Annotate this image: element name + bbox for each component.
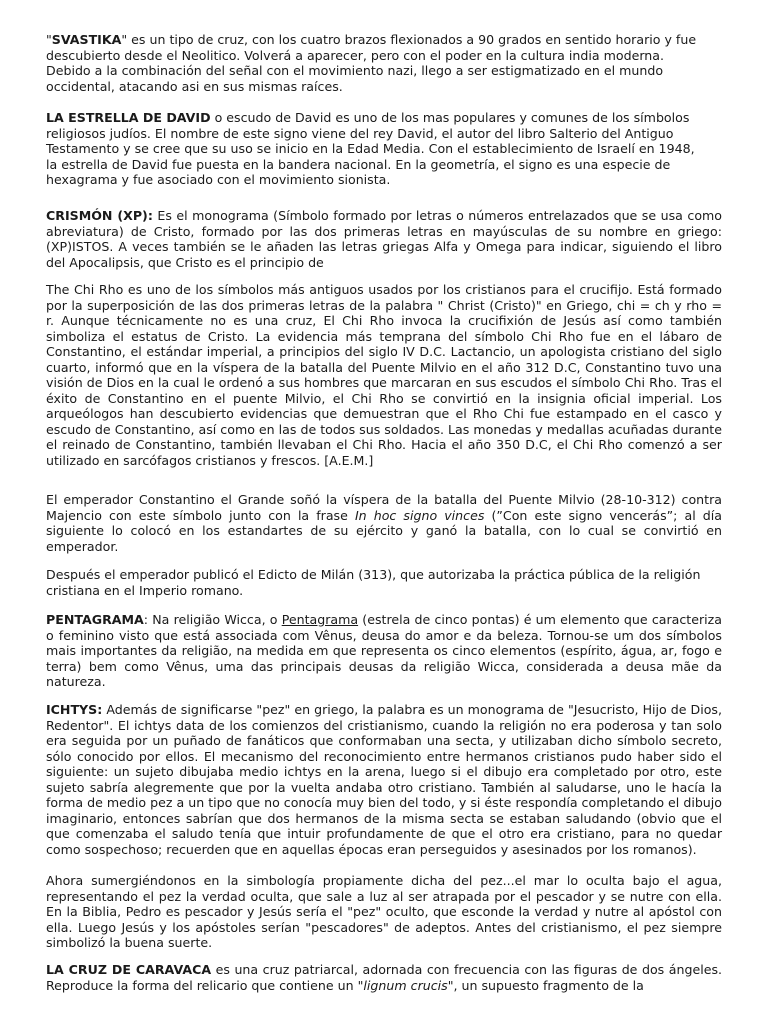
edicto-line-2: cristiana en el Imperio romano. [46, 582, 244, 598]
estrella-line-3: Testamento y se cree que su uso se inicio en la Edad Media. Con el establecimiento de Israelí en 1948, [46, 141, 695, 156]
caravaca-text-before: es una cruz patriarcal, adornada con frecuencia con las figuras de dos ángeles. Reproduce la forma del relicario que contiene un " [46, 962, 723, 993]
ichtys-text: Además de significarse "pez" en griego, la palabra es un monograma de "Jesucristo, Hijo de Dios, Redentor". El ichtys data de los comienzos del cristianismo, cuando la religión no era poderosa y tan solo era seguida por un puñado de fanáticos que conformaban una secta, y utilizaban dicho símbolo secreto, sólo conocido por ellos. El mecanismo del reconocimiento entre hermanos cristianos pudo haber sido el siguiente: un sujeto dibujaba medio ichtys en la arena, luego si el dibujo era completado por otro, este sujeto sabría alegremente que por la vuelta andaba otro cristiano. También al saludarse, uno le hacía la forma de medio pez a un tipo que no conocía muy bien del todo, y si éste respondía completando el dibujo imaginario, entonces sabrían que dos hermanos de la misma secta se estaban saludando (obvio que el que comenzaba el saludo tenía que intuir profundamente de que el otro era cristiano, para no quedar como sospechoso; recuerden que en aquellas épocas eran perseguidos y asesinados por los romanos). [46, 702, 722, 857]
pentagrama-text-before: : Na religião Wicca, o [143, 612, 282, 627]
svastika-line-1 [46, 32, 696, 47]
paragraph-cruz-de-caravaca [46, 962, 722, 993]
svastika-line-2: descubierto desde el Neolitico. Volverá a aparecer, pero con el poder en la cultura india moderna. [46, 47, 664, 63]
paragraph-crismon [46, 208, 722, 270]
term-crismon: CRISMÓN (XP): [46, 208, 153, 223]
svastika-line-3: Debido a la combinación del señal con el movimiento nazi, llego a ser estigmatizado en el mundo [46, 63, 664, 78]
term-cruz-de-caravaca: LA CRUZ DE CARAVACA [46, 962, 212, 977]
constantino-text-after: (”Con este signo vencerás”; al día siguiente lo colocó en los estandartes de su ejército y ganó la batalla, con lo cual se convirtió en emperador. [46, 507, 722, 554]
paragraph-edicto-de-milan [46, 567, 722, 598]
paragraph-constantino [46, 492, 722, 554]
pez-text: Ahora sumergiéndonos en la simbología propiamente dicha del pez...el mar lo oculta bajo el agua, representando el pez la verdad oculta, que sale a luz al ser atrapada por el pescador y se nutre con ella. En la Biblia, Pedro es pescador y Jesús sería el "pez" oculto, que esconde la verdad y nutre al apóstol con ella. Luego Jesús y los apóstoles serían "pescadores" de adeptos. Antes del cristianismo, el pez siempre simbolizó la buena suerte. [46, 873, 722, 950]
estrella-line-1 [46, 110, 689, 125]
paragraph-pez [46, 873, 722, 951]
term-estrella-de-david: LA ESTRELLA DE DAVID [46, 110, 211, 125]
estrella-line-5: hexagrama y fue asociado con el movimiento sionista. [46, 172, 391, 187]
chi-rho-text: The Chi Rho es uno de los símbolos más antiguos usados por los cristianos para el crucifijo. Está formado por la superposición de las dos primeras letras de la palabra " Christ (Cristo)" en Griego, chi = ch y rho = r. Aunque técnicamente no es una cruz, El Chi Rho invoca la crucifixión de Jesús así como también simboliza el estatus de Cristo. La evidencia más temprana del símbolo Chi Rho fue en el lábaro de Constantino, el estándar imperial, a principios del siglo IV D.C. Lactancio, un apologista cristiano del siglo cuarto, informó que en la víspera de la batalla del Puente Milvio en el año 312 D.C, Constantino tuvo una visión de Dios en la cual le ordenó a sus hombres que marcaran en sus escudos el símbolo Chi Rho. Tras el éxito de Constantino en el puente Milvio, el Chi Rho se convirtió en la insignia oficial imperial. Los arqueólogos han descubierto evidencias que demuestran que el Rho Chi fue estampado en el casco y escudo de Constantino, así como en las de todos sus soldados. Las monedas y medallas acuñadas durante el reinado de Constantino, también llevaban el Chi Rho. Hacia el año 350 D.C, el Chi Rho comenzó a ser utilizado en sarcófagos cristianos y frescos. [A.E.M.] [46, 282, 722, 468]
quote-open: " [46, 32, 52, 47]
paragraph-estrella-de-david [46, 110, 722, 188]
svastika-text-1: es un tipo de cruz, con los cuatro brazos flexionados a 90 grados en sentido horario y fue [127, 32, 697, 47]
quote-close: " [121, 32, 128, 47]
pentagrama-link[interactable]: Pentagrama [281, 612, 359, 627]
estrella-line-4: la estrella de David fue puesta en la bandera nacional. En la geometría, el signo es una especie de [46, 156, 671, 172]
paragraph-svastika [46, 32, 722, 94]
paragraph-pentagrama [46, 612, 722, 690]
caravaca-latin-phrase: lignum crucis [363, 977, 448, 993]
svastika-line-4: occidental, atacando asi en sus mismas raíces. [46, 78, 343, 94]
paragraph-chi-rho [46, 282, 722, 468]
constantino-text-before: El emperador Constantino el Grande soñó la víspera de la batalla del Puente Milvio (28-10-312) contra Majencio con este símbolo junto con la frase [46, 492, 722, 523]
edicto-line-1: Después el emperador publicó el Edicto de Milán (313), que autorizaba la práctica pública de la religión [46, 567, 701, 582]
estrella-text-1: o escudo de David es uno de los mas populares y comunes de los símbolos [210, 110, 690, 125]
estrella-line-2: religiosos judíos. El nombre de este signo viene del rey David, el autor del libro Salterio del Antiguo [46, 125, 674, 141]
term-svastika: SVASTIKA [51, 32, 122, 47]
term-ichtys: ICHTYS: [46, 702, 103, 717]
crismon-text: Es el monograma (Símbolo formado por letras o números entrelazados que se usa como abreviatura) de Cristo, formado por las dos primeras letras en mayúsculas de su nombre en griego: (XP)ISTOS. A veces también se le añaden las letras griegas Alfa y Omega para indicar, siguiendo el libro del Apocalipsis, que Cristo es el principio de [46, 208, 722, 270]
term-pentagrama: PENTAGRAMA [46, 612, 144, 627]
pentagrama-text-after: (estrela de cinco pontas) é um elemento que caracteriza o feminino visto que está associada com Vênus, deusa do amor e da beleza. Tornou-se um dos símbolos mais importantes da religião, na medida em que representa os cinco elementos (espírito, água, ar, fogo e terra) bem como Vênus, uma das principais deusas da religião Wicca, considerada a deusa mãe da natureza. [46, 612, 722, 689]
caravaca-text-after: ", un supuesto fragmento de la [447, 977, 644, 993]
constantino-latin-phrase: In hoc signo vinces [354, 507, 485, 523]
paragraph-ichtys [46, 702, 722, 857]
